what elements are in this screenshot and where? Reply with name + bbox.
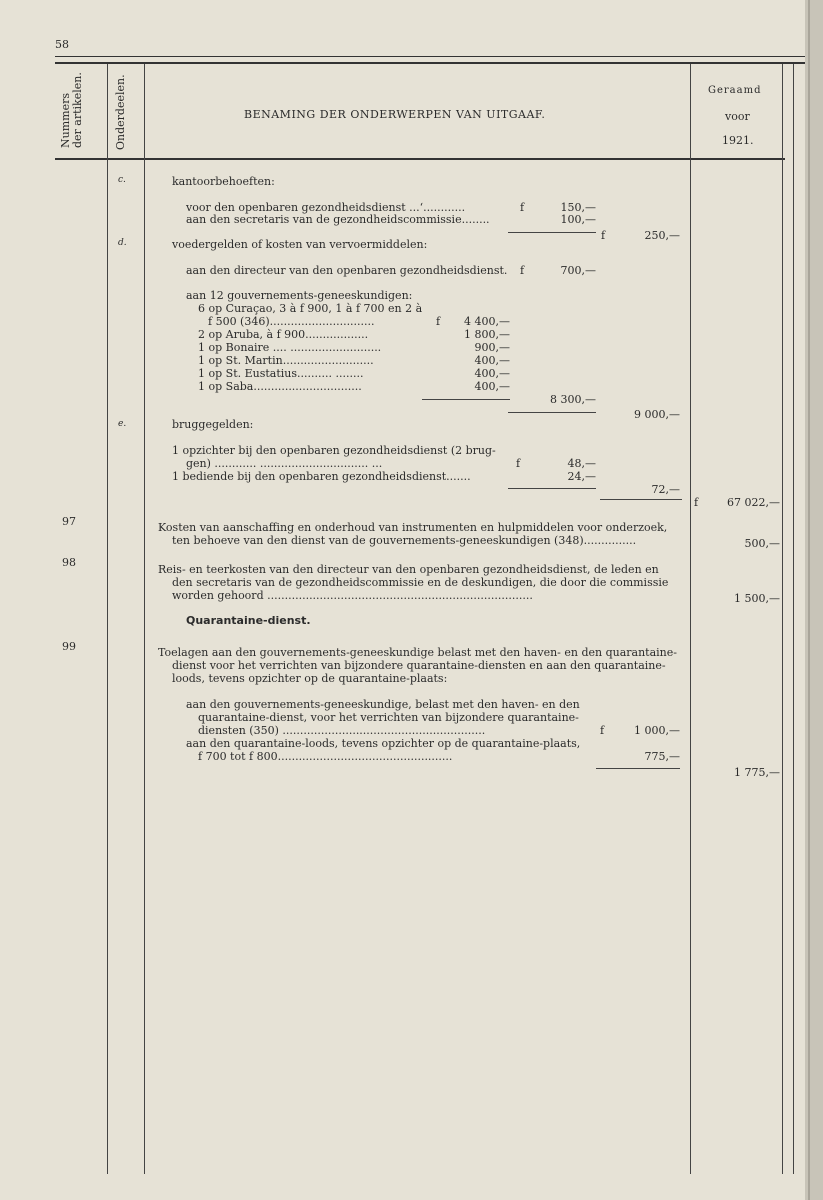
section-d-line3: 6 op Curaçao, 3 à f 900, 1 à f 700 en 2 à bbox=[198, 302, 423, 315]
section-c-line2: aan den secretaris van de gezondheidscommissie........ bbox=[186, 213, 490, 226]
section-d-line1: aan den directeur van den openbaren gezondheidsdienst. bbox=[186, 264, 508, 277]
page-number: 58 bbox=[55, 38, 69, 51]
col-line-1 bbox=[107, 64, 108, 1174]
section-d-line4-value: 4 400,— bbox=[464, 315, 510, 328]
article-97-amount: 500,— bbox=[744, 537, 780, 550]
col-line-4 bbox=[782, 64, 783, 1174]
section-e-line2-value: 48,— bbox=[567, 457, 596, 470]
article-98-line1: Reis- en teerkosten van den directeur van den openbaren gezondheidsdienst, de leden en bbox=[158, 563, 659, 576]
section-d-line9: 1 op Saba............................... bbox=[198, 380, 362, 393]
top-rule-thick bbox=[55, 62, 805, 64]
article-97-number: 97 bbox=[62, 515, 76, 528]
section-d-line4: f 500 (346).............................. bbox=[208, 315, 375, 328]
section-e-title: bruggegelden: bbox=[172, 418, 254, 431]
section-d-line9-value: 400,— bbox=[474, 380, 510, 393]
section-e-grand-f: f bbox=[694, 496, 699, 509]
section-c-line1-value: 150,— bbox=[560, 201, 596, 214]
section-d-line7-value: 400,— bbox=[474, 354, 510, 367]
section-d-line6-value: 900,— bbox=[474, 341, 510, 354]
article-99-sum-rule bbox=[596, 768, 680, 769]
section-c-line2-value: 100,— bbox=[560, 213, 596, 226]
header-title: BENAMING DER ONDERWERPEN VAN UITGAAF. bbox=[244, 108, 546, 121]
article-99-sub1: aan den gouvernements-geneeskundige, belast met den haven- en den bbox=[186, 698, 580, 711]
article-97-line1: Kosten van aanschaffing en onderhoud van instrumenten en hulpmiddelen voor onderzoek, bbox=[158, 521, 668, 534]
article-99-amount: 1 775,— bbox=[734, 766, 780, 779]
section-e-total: 72,— bbox=[651, 483, 680, 496]
section-d-line7: 1 op St. Martin.......................... bbox=[198, 354, 374, 367]
section-d-line1-value: 700,— bbox=[560, 264, 596, 277]
section-e-line3-value: 24,— bbox=[567, 470, 596, 483]
section-c-letter: c. bbox=[118, 175, 126, 185]
section-c-sum-rule bbox=[508, 232, 596, 233]
page-edge-line bbox=[808, 0, 810, 1200]
section-d-line8: 1 op St. Eustatius.......... ........ bbox=[198, 367, 364, 380]
section-d-sum-rule bbox=[508, 412, 596, 413]
article-99-sub4: aan den quarantaine-loods, tevens opzichter op de quarantaine-plaats, bbox=[186, 737, 581, 750]
article-99-sub5: f 700 tot f 800.................................................. bbox=[198, 750, 453, 763]
article-98-line3: worden gehoord ............................................................................ bbox=[172, 589, 533, 602]
section-c-title: kantoorbehoeften: bbox=[172, 175, 275, 188]
article-99-line1: Toelagen aan den gouvernements-geneeskundige belast met den haven- en den quarantaine- bbox=[158, 646, 677, 659]
section-e-line2-f: f bbox=[516, 457, 521, 470]
quarantaine-heading: Quarantaine-dienst. bbox=[186, 614, 311, 627]
section-d-line4-f: f bbox=[436, 315, 441, 328]
section-d-subrule bbox=[422, 399, 510, 400]
col-line-2 bbox=[144, 64, 145, 1174]
section-e-line1: 1 opzichter bij den openbaren gezondheidsdienst (2 brug- bbox=[172, 444, 496, 457]
section-e-line2: gen) ............ ............................... ... bbox=[186, 457, 383, 470]
article-98-number: 98 bbox=[62, 556, 76, 569]
header-voor: voor bbox=[725, 110, 750, 123]
section-d-subtotal: 8 300,— bbox=[550, 393, 596, 406]
section-d-title: voedergelden of kosten van vervoermiddelen: bbox=[172, 238, 428, 251]
section-d-total: 9 000,— bbox=[634, 408, 680, 421]
section-d-line6: 1 op Bonaire .... .......................... bbox=[198, 341, 382, 354]
article-99-sub2: quarantaine-dienst, voor het verrichten van bijzondere quarantaine- bbox=[198, 711, 579, 724]
col-line-5 bbox=[793, 64, 794, 1174]
article-99-line2: dienst voor het verrichten van bijzondere quarantaine-diensten en aan den quarantaine- bbox=[172, 659, 666, 672]
section-c-line1-f: f bbox=[520, 201, 525, 214]
header-rule bbox=[55, 158, 785, 160]
section-c-total: 250,— bbox=[644, 229, 680, 242]
header-onderdeelen: Onderdeelen. bbox=[114, 74, 127, 150]
article-99-sub3: diensten (350) .......................................................... bbox=[198, 724, 486, 737]
section-d-line5: 2 op Aruba, à f 900.................. bbox=[198, 328, 369, 341]
col-line-3 bbox=[690, 64, 691, 1174]
top-rule bbox=[55, 56, 805, 57]
header-year: 1921. bbox=[722, 134, 754, 147]
section-e-line3: 1 bediende bij den openbaren gezondheidsdienst....... bbox=[172, 470, 471, 483]
section-d-line2: aan 12 gouvernements-geneeskundigen: bbox=[186, 289, 413, 302]
section-d-line5-value: 1 800,— bbox=[464, 328, 510, 341]
article-97-line2: ten behoeve van den dienst van de gouvernements-geneeskundigen (348)............... bbox=[172, 534, 637, 547]
article-98-amount: 1 500,— bbox=[734, 592, 780, 605]
section-d-line8-value: 400,— bbox=[474, 367, 510, 380]
article-99-number: 99 bbox=[62, 640, 76, 653]
section-e-letter: e. bbox=[118, 419, 127, 429]
section-e-grand-rule bbox=[600, 499, 682, 500]
section-e-grand-total: 67 022,— bbox=[727, 496, 780, 509]
article-99-sub3-f: f bbox=[600, 724, 605, 737]
section-e-sum-rule bbox=[508, 488, 596, 489]
article-98-line2: den secretaris van de gezondheidscommissie en de deskundigen, die door die commissie bbox=[172, 576, 669, 589]
header-nummers: Nummers der artikelen. bbox=[59, 72, 84, 148]
section-c-line1: voor den openbaren gezondheidsdienst ...‘............ bbox=[186, 201, 466, 214]
section-d-letter: d. bbox=[118, 238, 127, 248]
article-99-line3: loods, tevens opzichter op de quarantaine-plaats: bbox=[172, 672, 448, 685]
article-99-sub5-value: 775,— bbox=[644, 750, 680, 763]
article-99-sub3-value: 1 000,— bbox=[634, 724, 680, 737]
section-c-total-f: f bbox=[601, 229, 606, 242]
header-geraamd: Geraamd bbox=[708, 85, 762, 96]
section-d-line1-f: f bbox=[520, 264, 525, 277]
